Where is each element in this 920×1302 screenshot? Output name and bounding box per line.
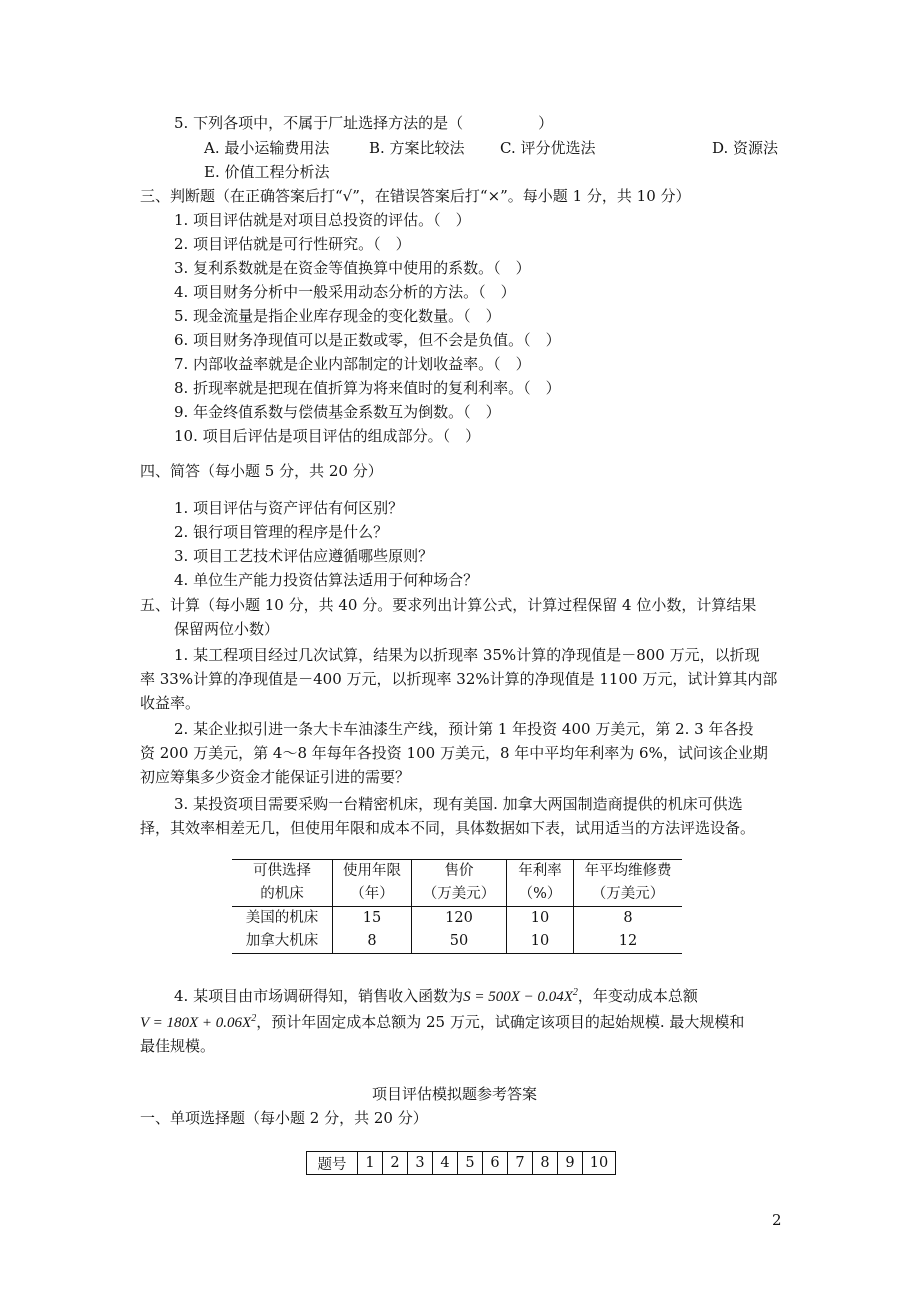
section-5-title: 五、计算（每小题 10 分，共 40 分。要求列出计算公式，计算过程保留 4 位小数，计算结果	[140, 596, 757, 614]
table-cell: 10	[583, 1152, 616, 1175]
calc-problem-2: 2. 某企业拟引进一条大卡车油漆生产线，预计第 1 年投资 400 万美元，第 2. 3 年各投	[174, 720, 754, 738]
calc-problem-4	[174, 985, 698, 1008]
answer-section-1-title: 一、单项选择题（每小题 2 分，共 20 分）	[140, 1109, 428, 1127]
table-cell: 5	[458, 1152, 483, 1175]
calc-problem-2: 初应筹集多少资金才能保证引进的需要？	[140, 768, 411, 786]
table-cell: 9	[558, 1152, 583, 1175]
problem-4-text: 4. 某项目由市场调研得知，销售收入函数为	[174, 987, 464, 1005]
short-answer-item: 4. 单位生产能力投资估算法适用于何种场合？	[174, 571, 479, 589]
tf-item: 5. 现金流量是指企业库存现金的变化数量。（ ）	[174, 307, 501, 325]
table-cell: 8	[574, 907, 683, 931]
option-d: D. 资源法	[712, 139, 779, 157]
table-cell: 120	[412, 907, 507, 931]
table-cell: 10	[507, 907, 574, 931]
cost-formula-exponent: 2	[251, 1013, 257, 1024]
tf-item: 10. 项目后评估是项目评估的组成部分。（ ）	[174, 427, 481, 445]
cost-formula	[140, 1015, 256, 1031]
table-cell: 1	[358, 1152, 383, 1175]
table-cell: 8	[333, 930, 412, 954]
calc-problem-1: 1. 某工程项目经过几次试算，结果为以折现率 35%计算的净现值是－800 万元，以折现	[174, 646, 760, 664]
question-5-stem: 5. 下列各项中，不属于厂址选择方法的是（ ）	[174, 114, 554, 132]
table-cell: 题号	[307, 1152, 358, 1175]
table-cell: 2	[383, 1152, 408, 1175]
tf-item: 1. 项目评估就是对项目总投资的评估。（ ）	[174, 211, 471, 229]
table-cell: 12	[574, 930, 683, 954]
table-cell: 15	[333, 907, 412, 931]
short-answer-item: 1. 项目评估与资产评估有何区别？	[174, 499, 404, 517]
table-header: （万美元）	[412, 883, 507, 907]
section-4-title: 四、简答（每小题 5 分，共 20 分）	[140, 462, 383, 480]
option-e: E. 价值工程分析法	[204, 163, 330, 181]
tf-item: 8. 折现率就是把现在值折算为将来值时的复利利率。（ ）	[174, 379, 561, 397]
answer-table	[306, 1151, 616, 1175]
tf-item: 3. 复利系数就是在资金等值换算中使用的系数。（ ）	[174, 259, 531, 277]
calc-problem-1: 率 33%计算的净现值是－400 万元，以折现率 32%计算的净现值是 1100 万元，试计算其内部	[140, 670, 778, 688]
page-number: 2	[772, 1211, 782, 1229]
table-cell: 美国的机床	[245, 910, 319, 926]
problem-4-cont: ，预计年固定成本总额为 25 万元，试确定该项目的起始规模. 最大规模和	[256, 1013, 745, 1031]
table-row	[232, 907, 682, 931]
table-cell: 6	[483, 1152, 508, 1175]
option-b: B. 方案比较法	[369, 139, 465, 157]
calc-problem-4	[140, 1011, 744, 1034]
answer-title: 项目评估模拟题参考答案	[372, 1085, 538, 1103]
table-cell: 4	[433, 1152, 458, 1175]
table-header: （年）	[333, 883, 412, 907]
revenue-formula-body: S = 500X − 0.04X	[463, 989, 573, 1005]
table-cell: 7	[508, 1152, 533, 1175]
table-cell: 10	[507, 930, 574, 954]
table-header: 售价	[412, 860, 507, 884]
option-c: C. 评分优选法	[500, 139, 596, 157]
revenue-formula	[463, 989, 578, 1005]
table-row	[307, 1152, 616, 1175]
calc-problem-2: 资 200 万美元，第 4～8 年每年各投资 100 万美元，8 年中平均年利率为 6%，试问该企业期	[140, 744, 768, 762]
tf-item: 9. 年金终值系数与偿债基金系数互为倒数。（ ）	[174, 403, 501, 421]
table-header: 使用年限	[333, 860, 412, 884]
cost-formula-body: V = 180X + 0.06X	[140, 1015, 252, 1031]
problem-4-tail: ，年变动成本总额	[577, 987, 698, 1005]
table-header: （%）	[507, 883, 574, 907]
table-header: 年平均维修费	[574, 860, 683, 884]
table-cell: 3	[408, 1152, 433, 1175]
table-row	[232, 930, 682, 954]
table-header: 年利率	[507, 860, 574, 884]
tf-item: 6. 项目财务净现值可以是正数或零，但不会是负值。（ ）	[174, 331, 561, 349]
revenue-formula-exponent: 2	[572, 987, 578, 998]
calc-problem-1: 收益率。	[140, 694, 201, 712]
tf-item: 7. 内部收益率就是企业内部制定的计划收益率。（ ）	[174, 355, 531, 373]
option-a: A. 最小运输费用法	[204, 139, 330, 157]
table-cell: 50	[412, 930, 507, 954]
table-header: 的机床	[232, 883, 333, 907]
short-answer-item: 3. 项目工艺技术评估应遵循哪些原则？	[174, 547, 434, 565]
section-3-title: 三、判断题（在正确答案后打“√”，在错误答案后打“×”。每小题 1 分，共 10 分）	[140, 187, 691, 205]
section-5-title-cont: 保留两位小数）	[174, 620, 280, 638]
table-header: （万美元）	[574, 883, 683, 907]
table-header: 可供选择	[232, 860, 333, 884]
short-answer-item: 2. 银行项目管理的程序是什么？	[174, 523, 389, 541]
table-cell: 8	[533, 1152, 558, 1175]
equipment-table	[232, 859, 682, 954]
calc-problem-3: 3. 某投资项目需要采购一台精密机床，现有美国. 加拿大两国制造商提供的机床可供选	[174, 795, 743, 813]
calc-problem-3: 择，其效率相差无几，但使用年限和成本不同，具体数据如下表，试用适当的方法评选设备。	[140, 819, 756, 837]
tf-item: 4. 项目财务分析中一般采用动态分析的方法。（ ）	[174, 283, 516, 301]
table-cell: 加拿大机床	[232, 930, 333, 954]
calc-problem-4: 最佳规模。	[140, 1037, 216, 1055]
tf-item: 2. 项目评估就是可行性研究。（ ）	[174, 235, 411, 253]
